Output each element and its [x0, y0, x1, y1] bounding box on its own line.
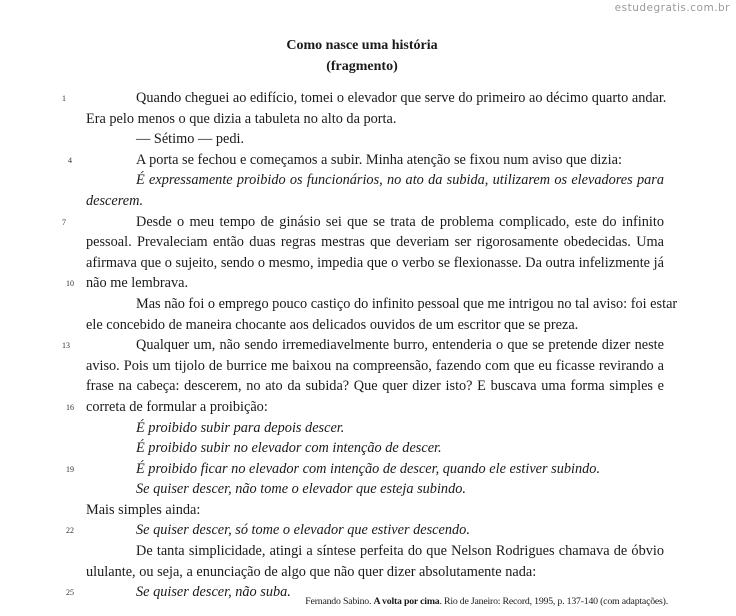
- line-text: Se quiser descer, não tome o elevador que esteja subindo.: [136, 481, 466, 498]
- line-number: 10: [66, 279, 74, 289]
- text-line: [66, 520, 664, 541]
- text-line: [68, 150, 664, 171]
- text-line: [86, 170, 664, 191]
- source-citation: [305, 596, 668, 607]
- line-number: 19: [66, 464, 74, 474]
- text-line: [66, 459, 664, 480]
- text-line: [66, 397, 664, 418]
- text-line: [86, 376, 664, 397]
- line-text: Mais simples ainda:: [86, 501, 201, 518]
- line-text: Mas não foi o emprego pouco castiço do infinito pessoal que me intrigou no tal aviso: foi estar: [136, 295, 678, 312]
- line-text: Desde o meu tempo de ginásio sei que se trata de problema complicado, este do infinito: [136, 213, 664, 230]
- line-number: 13: [62, 341, 70, 351]
- line-text: É proibido subir para depois descer.: [136, 419, 345, 436]
- text-line: [62, 212, 664, 233]
- text-line: [66, 273, 664, 294]
- line-text: Se quiser descer, só tome o elevador que estiver descendo.: [136, 522, 470, 539]
- source-work-title: A volta por cima: [373, 596, 440, 607]
- text-line: [86, 109, 664, 130]
- line-number: 4: [68, 155, 72, 165]
- text-line: [62, 335, 664, 356]
- text-body: [62, 88, 678, 603]
- line-text: ululante, ou seja, a enunciação de algo que não quer dizer absolutamente nada:: [86, 563, 537, 580]
- text-line: [86, 129, 664, 150]
- line-text: É expressamente proibido os funcionários, no ato da subida, utilizarem os elevadores para: [136, 172, 664, 189]
- line-text: Se quiser descer, não suba.: [136, 584, 291, 601]
- watermark: estudegratis.com.br: [614, 2, 730, 14]
- line-text: aviso. Pois um tijolo de burrice me baixou na compreensão, fazendo com que eu ficasse revirando a: [86, 357, 664, 374]
- line-text: É proibido ficar no elevador com intenção de descer, quando ele estiver subindo.: [136, 460, 601, 477]
- text-line: [86, 500, 664, 521]
- line-text: Era pelo menos o que dizia a tabuleta no alto da porta.: [86, 110, 397, 127]
- source-author: Fernando Sabino.: [305, 596, 372, 607]
- line-text: ele concebido de maneira chocante aos delicados ouvidos de um escritor que se preza.: [86, 316, 579, 333]
- line-text: frase na cabeça: descerem, no ato da subida? Que quer dizer isto? E buscava uma forma simples e: [86, 378, 664, 395]
- line-text: A porta se fechou e começamos a subir. Minha atenção se fixou num aviso que dizia:: [136, 151, 622, 168]
- source-publication: . Rio de Janeiro: Record, 1995, p. 137-140 (com adaptações).: [439, 596, 668, 607]
- line-text: De tanta simplicidade, atingi a síntese perfeita do que Nelson Rodrigues chamava de óbvio: [136, 543, 664, 560]
- text-line: [86, 356, 664, 377]
- line-text: É proibido subir no elevador com intenção de descer.: [136, 440, 442, 457]
- document-title: Como nasce uma história: [286, 38, 438, 53]
- line-text: Quando cheguei ao edifício, tomei o elevador que serve do primeiro ao décimo quarto andar.: [136, 90, 667, 106]
- text-line: [86, 541, 664, 562]
- document-subtitle: (fragmento): [326, 59, 398, 74]
- text-line: [86, 418, 664, 439]
- text-line: [86, 315, 664, 336]
- line-number: 7: [62, 217, 66, 227]
- line-text: — Sétimo — pedi.: [136, 131, 245, 148]
- line-number: 22: [66, 526, 74, 536]
- line-text: correta de formular a proibição:: [86, 398, 268, 415]
- text-line: [86, 479, 664, 500]
- text-line: [86, 562, 664, 583]
- line-text: não me lembrava.: [86, 275, 189, 292]
- line-text: Qualquer um, não sendo irremediavelmente burro, entenderia o que se pretende dizer neste: [136, 337, 664, 354]
- text-line: [62, 88, 667, 109]
- text-line: [86, 232, 664, 253]
- line-text: descerem.: [86, 192, 144, 209]
- line-number: 1: [62, 94, 66, 103]
- line-number: 16: [66, 402, 74, 412]
- line-text: pessoal. Prevaleciam então duas regras mestras que deveriam ser rigorosamente obedecidas. Uma: [86, 234, 664, 251]
- text-line: [86, 294, 678, 315]
- text-line: [86, 438, 664, 459]
- line-number: 25: [66, 588, 74, 598]
- line-text: afirmava que o sujeito, sendo o mesmo, impedia que o verbo se flexionasse. Da outra infelizmente já: [86, 254, 664, 271]
- text-line: [86, 191, 664, 212]
- text-line: [86, 253, 664, 274]
